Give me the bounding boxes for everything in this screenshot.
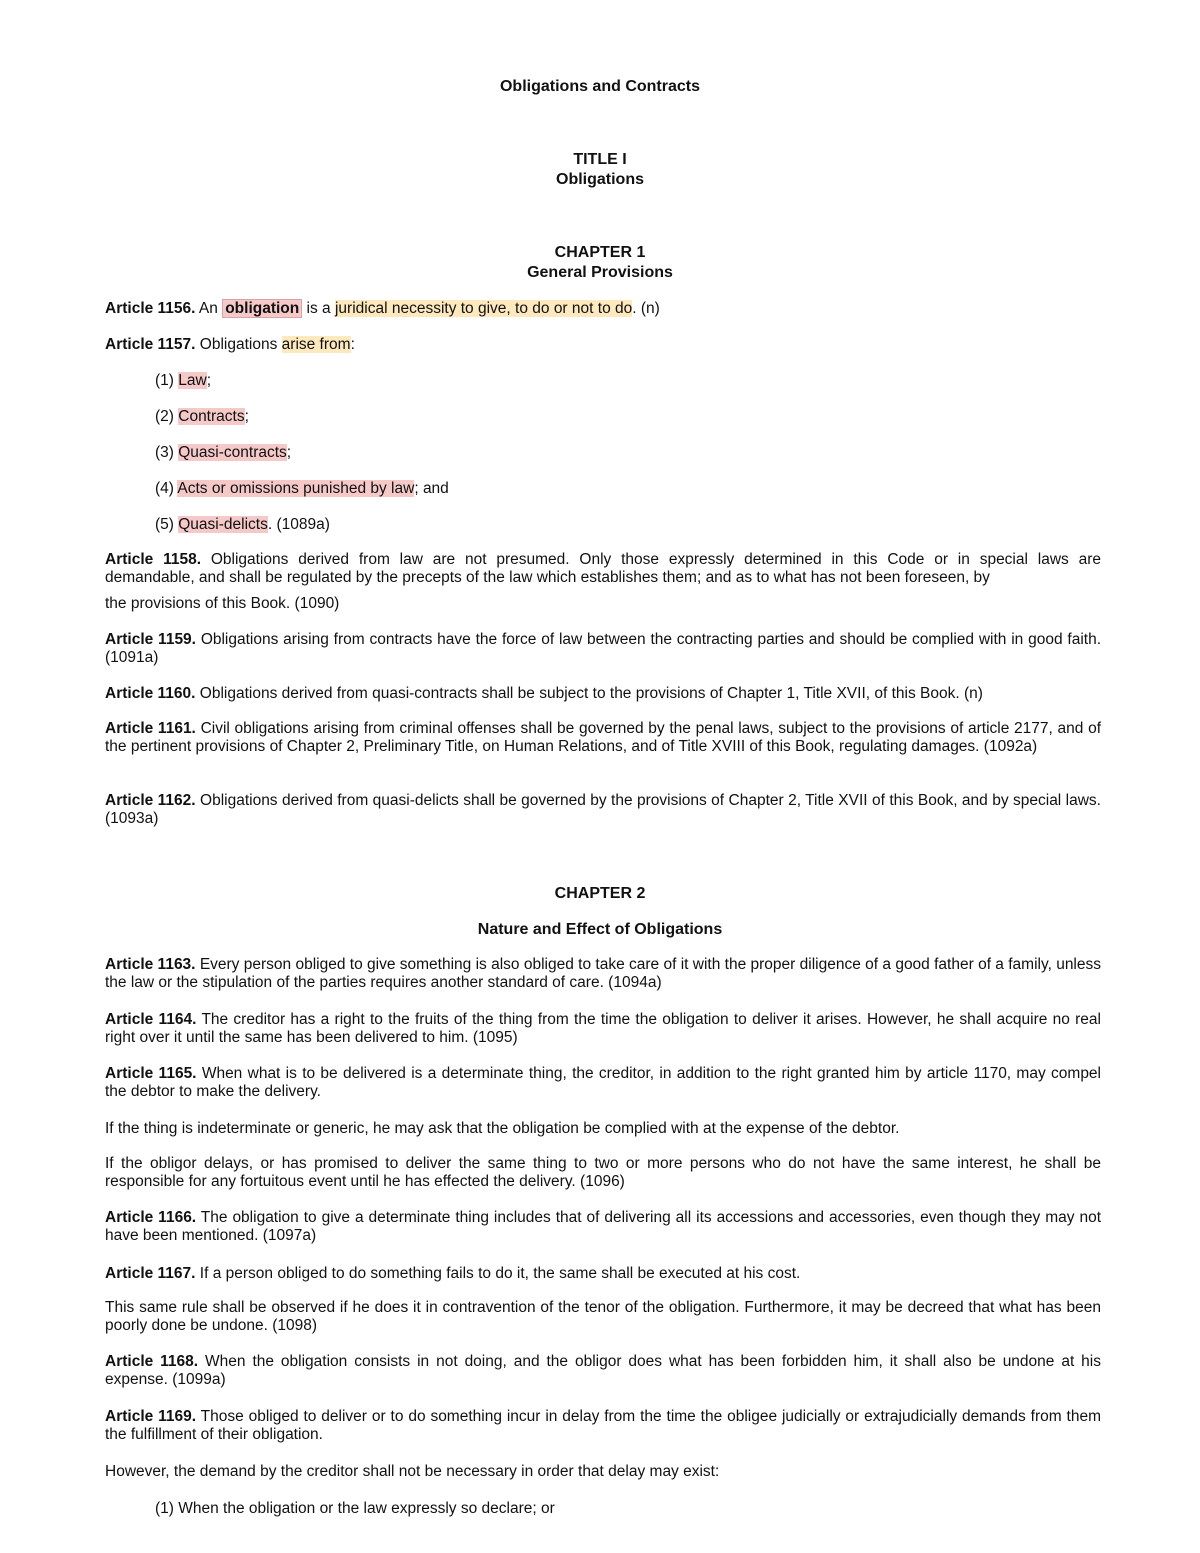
text: When the obligation consists in not doing, and the obligor does what has been forbidden him, it shall also be undone at his expense. (1099a) bbox=[105, 1353, 1101, 1388]
article-label: Article 1163. bbox=[105, 956, 196, 973]
text: An bbox=[195, 300, 223, 317]
delay-exception-item: (1) When the obligation or the law expressly so declare; or bbox=[155, 1500, 555, 1517]
arise-from-highlight: arise from bbox=[281, 336, 351, 353]
article-1161 bbox=[105, 720, 1101, 756]
text: Obligations derived from quasi-delicts shall be governed by the provisions of Chapter 2, Title XVII of this Book, and by special laws. (1093a) bbox=[105, 792, 1101, 827]
article-1158 bbox=[105, 551, 1101, 613]
source-highlight: Contracts bbox=[178, 408, 245, 425]
article-label: Article 1167. bbox=[105, 1265, 196, 1282]
item-number: (5) bbox=[155, 516, 179, 533]
text: . (1089a) bbox=[267, 516, 330, 533]
article-label: Article 1169. bbox=[105, 1408, 197, 1425]
chapter-1-label: CHAPTER 1 bbox=[554, 244, 646, 261]
text: the provisions of this Book. (1090) bbox=[105, 595, 340, 612]
source-highlight: Quasi-contracts bbox=[178, 444, 287, 461]
article-label: Article 1157. bbox=[105, 336, 196, 353]
article-1157 bbox=[105, 336, 1101, 354]
article-label: Article 1161. bbox=[105, 720, 196, 737]
article-1167 bbox=[105, 1265, 1101, 1283]
source-item bbox=[155, 371, 211, 391]
source-item bbox=[155, 515, 330, 535]
text: Obligations derived from quasi-contracts shall be subject to the provisions of Chapter 1, Title XVII, of this Book. (n) bbox=[195, 685, 983, 702]
article-label: Article 1165. bbox=[105, 1065, 197, 1082]
text: Every person obliged to give something is also obliged to take care of it with the proper diligence of a good father of a family, unless the law or the stipulation of the parties requires another standard of care. (1094a) bbox=[105, 956, 1101, 991]
article-label: Article 1168. bbox=[105, 1353, 199, 1370]
article-label: Article 1166. bbox=[105, 1209, 197, 1226]
article-label: Article 1162. bbox=[105, 792, 196, 809]
text: When what is to be delivered is a determinate thing, the creditor, in addition to the right granted him by article 1170, may compel the debtor to make the delivery. bbox=[105, 1065, 1102, 1100]
chapter-2-name: Nature and Effect of Obligations bbox=[477, 921, 723, 938]
article-1159 bbox=[105, 631, 1101, 667]
article-label: Article 1158. bbox=[105, 551, 201, 568]
article-1163 bbox=[105, 956, 1101, 992]
item-number: (4) bbox=[155, 480, 178, 497]
article-1169 bbox=[105, 1408, 1101, 1444]
article-1169-paragraph-2: However, the demand by the creditor shall not be necessary in order that delay may exist: bbox=[105, 1463, 720, 1480]
chapter-1-name: General Provisions bbox=[527, 264, 673, 281]
item-number: (3) bbox=[155, 444, 179, 461]
source-highlight: Law bbox=[178, 372, 207, 389]
article-1156 bbox=[105, 300, 1101, 318]
source-item bbox=[155, 407, 249, 427]
text: Obligations arising from contracts have the force of law between the contracting parties and should be complied with in good faith. (1091a) bbox=[105, 631, 1102, 666]
article-1165-paragraph-2: If the thing is indeterminate or generic, he may ask that the obligation be complied with at the expense of the debtor. bbox=[105, 1120, 900, 1137]
article-1167-paragraph-2: This same rule shall be observed if he does it in contravention of the tenor of the obligation. Furthermore, it may be decreed that what has been poorly done be undone. (1098) bbox=[105, 1299, 1101, 1334]
title-label: TITLE I bbox=[573, 151, 627, 168]
article-label: Article 1164. bbox=[105, 1011, 197, 1028]
definition-highlight: juridical necessity to give, to do or not to do bbox=[334, 300, 633, 317]
article-label: Article 1160. bbox=[105, 685, 196, 702]
text: ; bbox=[206, 372, 211, 389]
article-1162 bbox=[105, 792, 1101, 828]
obligation-term: obligation bbox=[222, 299, 302, 318]
article-1165-paragraph-3: If the obligor delays, or has promised to deliver the same thing to two or more persons who do not have the same interest, he shall be responsible for any fortuitous event until he has effected the delivery. (1096) bbox=[105, 1155, 1101, 1190]
source-highlight: Quasi-delicts bbox=[178, 516, 268, 533]
document-title: Obligations and Contracts bbox=[499, 78, 700, 95]
text: Obligations derived from law are not presumed. Only those expressly determined in this Code or in special laws are bbox=[201, 551, 1101, 568]
article-label: Article 1159. bbox=[105, 631, 196, 648]
source-highlight: Acts or omissions punished by law bbox=[177, 480, 415, 497]
text: The creditor has a right to the fruits of the thing from the time the obligation to deliver it arises. However, he shall acquire no real right over it until the same has been delivered to him. (1095) bbox=[105, 1011, 1101, 1046]
item-number: (1) bbox=[155, 372, 179, 389]
text: Civil obligations arising from criminal offenses shall be governed by the penal laws, subject to the provisions of article 2177, and of the pertinent provisions of Chapter 2, Preliminary Title, on Human Relations, and of Title XVIII of this Book, regulating damages. (1092a) bbox=[105, 720, 1101, 755]
text: Obligations bbox=[195, 336, 282, 353]
article-1166 bbox=[105, 1209, 1101, 1245]
source-item bbox=[155, 479, 449, 499]
text: . (n) bbox=[632, 300, 660, 317]
article-1168 bbox=[105, 1353, 1101, 1389]
source-item bbox=[155, 443, 291, 463]
article-1164 bbox=[105, 1011, 1101, 1047]
text: ; bbox=[244, 408, 249, 425]
text: ; and bbox=[414, 480, 449, 497]
article-1160 bbox=[105, 685, 1101, 703]
text: ; bbox=[286, 444, 292, 461]
chapter-2-label: CHAPTER 2 bbox=[554, 885, 646, 902]
text: : bbox=[350, 336, 355, 353]
text: The obligation to give a determinate thing includes that of delivering all its accessions and accessories, even though they may not have been mentioned. (1097a) bbox=[105, 1209, 1101, 1244]
article-label: Article 1156. bbox=[105, 300, 196, 317]
text: Those obliged to deliver or to do something incur in delay from the time the obligee judicially or extrajudicially demands from them the fulfillment of their obligation. bbox=[105, 1408, 1102, 1443]
text: is a bbox=[302, 300, 335, 317]
title-name: Obligations bbox=[556, 171, 644, 188]
text: demandable, and shall be regulated by the precepts of the law which establishes them; and as to what has not been foreseen, by bbox=[105, 569, 990, 586]
text: If a person obliged to do something fails to do it, the same shall be executed at his cost. bbox=[195, 1265, 801, 1282]
item-number: (2) bbox=[155, 408, 179, 425]
article-1165 bbox=[105, 1065, 1101, 1101]
